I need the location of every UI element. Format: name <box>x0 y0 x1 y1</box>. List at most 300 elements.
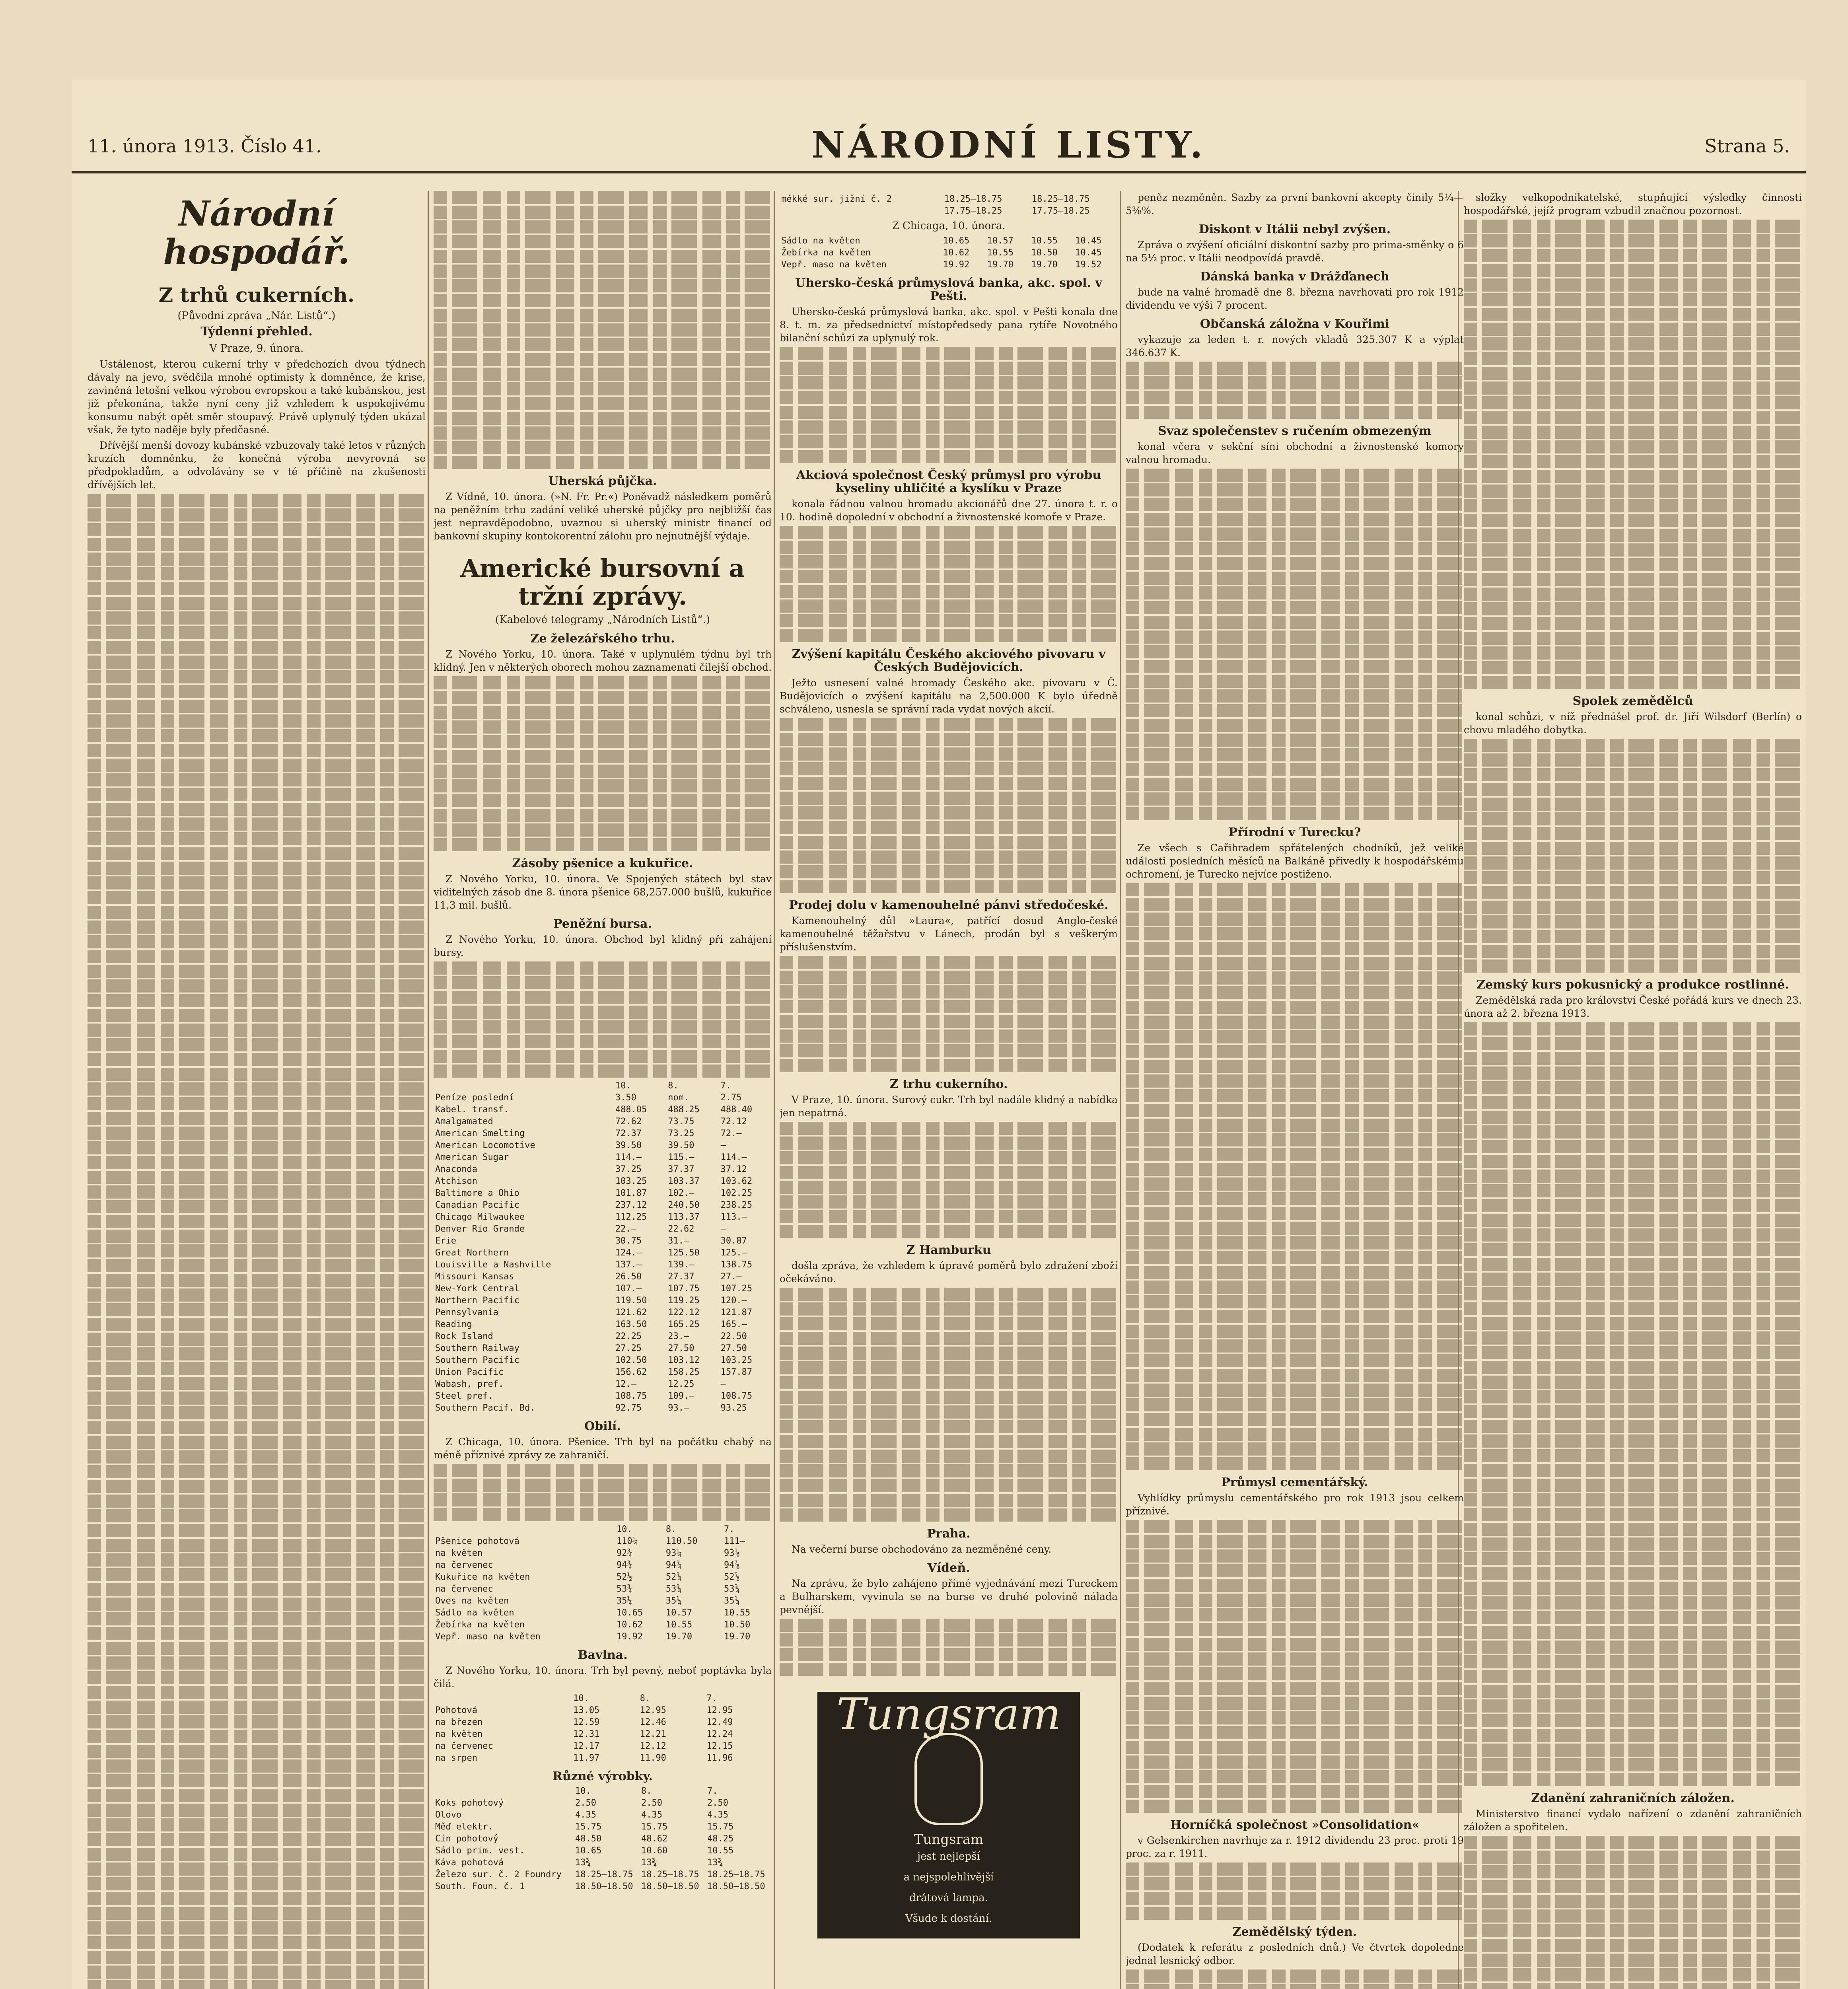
metal-prices-table <box>780 193 1118 217</box>
table-cell: na červenec <box>435 1560 493 1570</box>
table-cell: Denver Rio Grande <box>435 1224 525 1234</box>
page-header <box>72 111 1806 173</box>
table-row <box>434 1740 772 1752</box>
article-paragraph: Ministerstvo financí vydalo nařízení o zdanění zahraničních záložen a spořitelen. <box>1464 1808 1802 1833</box>
table-header-cell: 10. <box>573 1693 589 1703</box>
table-cell: 10.62 <box>943 248 970 258</box>
subsection-title: Ze železářského trhu. <box>530 632 675 646</box>
article-paragraph: došla zpráva, že vzhledem k úpravě poměrů bylo zdražení zboží očekáváno. <box>780 1260 1118 1284</box>
table-cell: 12.24 <box>706 1729 733 1739</box>
table-row <box>434 1631 772 1643</box>
table-cell: na květen <box>435 1548 483 1558</box>
table-cell: 114.— <box>720 1152 747 1162</box>
table-header-cell: 8. <box>668 1081 679 1091</box>
table-cell: 18.50—18.50 <box>707 1882 765 1892</box>
table-cell: 109.— <box>668 1391 694 1401</box>
table-cell: 17.75—18.25 <box>1031 206 1090 216</box>
table-cell: 237.12 <box>615 1200 647 1210</box>
table-cell: 119.25 <box>668 1296 700 1306</box>
table-cell: South. Foun. č. 1 <box>435 1882 525 1892</box>
table-cell: 19.70 <box>987 260 1014 270</box>
table-cell: 10.57 <box>665 1608 693 1618</box>
table-cell: 22.50 <box>720 1331 747 1341</box>
table-cell: Měď elektr. <box>435 1822 493 1832</box>
table-cell: 10.65 <box>575 1846 602 1856</box>
table-cell: 102.25 <box>720 1188 753 1198</box>
table-row <box>780 247 1118 259</box>
table-cell: 121.87 <box>720 1308 753 1318</box>
table-cell: 19.70 <box>665 1632 693 1642</box>
table-cell: 18.25—18.75 <box>944 194 1002 204</box>
ad-line: drátová lampa. <box>909 1892 988 1904</box>
table-cell: 18.25—18.75 <box>641 1870 699 1880</box>
table-row <box>434 1355 772 1366</box>
table-cell: 3.50 <box>615 1093 636 1103</box>
table-cell: 488.40 <box>720 1105 753 1115</box>
table-cell: Amalgamated <box>435 1117 493 1127</box>
table-header-cell: 7. <box>707 1786 718 1796</box>
article-title: Spolek zemědělců <box>1572 694 1693 708</box>
article-title: Prodej dolu v kamenouhelné pánvi středočeské. <box>789 898 1109 912</box>
table-cell: 10.50 <box>724 1620 751 1630</box>
table-cell: American Smelting <box>435 1129 525 1139</box>
table-row <box>434 1247 772 1259</box>
article-title: Zvýšení kapitálu Českého akciového pivovaru v Českých Budějovicích. <box>792 647 1106 674</box>
table-cell: 48.50 <box>575 1834 602 1844</box>
table-cell: 2.50 <box>641 1798 662 1808</box>
table-header-row <box>434 1524 772 1536</box>
table-cell: 93¼ <box>665 1548 682 1558</box>
table-row <box>434 1295 772 1307</box>
column-divider <box>1120 191 1121 1989</box>
table-header-cell: 8. <box>641 1786 652 1796</box>
table-cell: 2.75 <box>720 1093 742 1103</box>
table-cell: Pšenice pohotová <box>435 1536 519 1546</box>
table-row <box>434 1199 772 1211</box>
table-cell: 103.37 <box>668 1176 700 1186</box>
table-cell: 37.12 <box>720 1164 747 1174</box>
table-row <box>434 1583 772 1595</box>
table-cell: 125.50 <box>668 1248 700 1258</box>
table-row <box>434 1881 772 1893</box>
ad-line: a nejspolehlivější <box>903 1871 994 1883</box>
table-cell: 113.— <box>720 1212 747 1222</box>
table-cell: 10.55 <box>1031 236 1058 246</box>
table-cell: 13¾ <box>707 1858 723 1868</box>
table-cell <box>780 205 943 217</box>
table-cell: Žebírka na květen <box>435 1620 525 1630</box>
table-row <box>434 1235 772 1247</box>
newspaper-page <box>72 80 1806 1989</box>
table-cell: Kabel. transf. <box>435 1105 509 1115</box>
table-cell: 12.25 <box>668 1379 694 1389</box>
table-cell: 93.25 <box>720 1403 747 1413</box>
table-cell: 2.50 <box>707 1798 728 1808</box>
article-paragraph: Kamenouhelný důl »Laura«, patřící dosud Anglo-české kamenouhelné těžařstvu v Lánech, prodán byl s veškerým příslušenstvím. <box>780 915 1118 953</box>
table-row <box>434 1559 772 1571</box>
table-header-cell: 7. <box>724 1524 735 1534</box>
article-title: Uherská půjčka. <box>548 474 657 488</box>
table-row <box>434 1307 772 1319</box>
table-cell: — <box>720 1140 726 1150</box>
table-cell: 13¾ <box>641 1858 657 1868</box>
table-cell: 11.96 <box>706 1753 733 1763</box>
table-cell: 122.12 <box>668 1308 700 1318</box>
table-row <box>434 1821 772 1833</box>
table-row <box>434 1752 772 1764</box>
page-number: Strana 5. <box>1704 135 1790 157</box>
table-cell: American Locomotive <box>435 1140 535 1150</box>
table-cell: Železo sur. č. 2 Foundry <box>435 1870 562 1880</box>
table-cell: 72.62 <box>615 1117 642 1127</box>
subsection-title: Peněžní bursa. <box>553 917 652 931</box>
table-cell: 27.50 <box>668 1343 694 1353</box>
article-paragraph: konal včera v sekční síni obchodní a živnostenské komory valnou hromadu. <box>1126 441 1464 465</box>
article-source: (Původní zpráva „Nár. Listů“.) <box>177 310 336 322</box>
table-cell: 18.25—18.75 <box>575 1870 633 1880</box>
masthead: NÁRODNÍ LISTY. <box>811 123 1206 166</box>
article-title: Zdanění zahraničních záložen. <box>1531 1791 1735 1805</box>
article-paragraph: Zpráva o zvýšení oficiální diskontní sazby pro prima-směnky o 6 na 5½ proc. v Itálii neodpovídá pravdě. <box>1126 239 1464 264</box>
table-cell: 10.50 <box>1031 248 1058 258</box>
subsection-title: Bavlna. <box>578 1648 628 1662</box>
article-title: Přírodní v Turecku? <box>1228 825 1361 839</box>
table-cell: 52½ <box>616 1572 632 1582</box>
table-row <box>434 1175 772 1187</box>
table-cell: Northern Pacific <box>435 1296 519 1306</box>
table-cell: 15.75 <box>641 1822 668 1832</box>
table-row <box>434 1116 772 1128</box>
table-row <box>434 1402 772 1414</box>
table-row <box>434 1547 772 1559</box>
table-cell: American Sugar <box>435 1152 509 1162</box>
article-title: Uhersko-česká průmyslová banka, akc. spol. v Pešti. <box>795 276 1102 303</box>
table-row <box>780 193 1118 205</box>
stock-prices-table <box>434 1080 772 1414</box>
table-row <box>434 1104 772 1116</box>
table-cell: Kukuřice na květen <box>435 1572 530 1582</box>
table-row <box>434 1271 772 1283</box>
table-row <box>434 1259 772 1271</box>
table-cell: 107.25 <box>720 1284 753 1294</box>
article-paragraph: vykazuje za leden t. r. nových vkladů 325.307 K a výplat 346.637 K. <box>1126 334 1464 358</box>
article-paragraph: Z Vídně, 10. února. (»N. Fr. Pr.«) Poněvadž následkem poměrů na peněžním trhu zadání veliké uherské půjčky pro nejbližší čas jest nepravděpodobno, uvaznou si uherský ministr financí od bankovní skupiny kontokorentní zálohu pro nejnutnější výdaje. <box>434 491 772 542</box>
table-cell: 111— <box>724 1536 745 1546</box>
article-paragraph: konal schůzi, v níž přednášel prof. dr. Jiří Wilsdorf (Berlín) o chovu mladého dobytka. <box>1464 711 1802 736</box>
table-cell: 48.62 <box>641 1834 668 1844</box>
table-cell: 4.35 <box>707 1810 728 1820</box>
table-cell: 30.75 <box>615 1236 642 1246</box>
table-header-cell: 7. <box>720 1081 731 1091</box>
table-cell: 27.50 <box>720 1343 747 1353</box>
article-title: Dánská banka v Drážďanech <box>1200 270 1389 284</box>
table-cell: 18.25—18.75 <box>707 1870 765 1880</box>
table-cell: Missouri Kansas <box>435 1272 514 1282</box>
table-cell: 10.55 <box>987 248 1014 258</box>
table-cell: 10.57 <box>987 236 1014 246</box>
table-cell: 114.— <box>615 1152 642 1162</box>
table-cell: 27.— <box>720 1272 742 1282</box>
ad-brand-small: Tungsram <box>914 1831 984 1847</box>
table-cell: 19.70 <box>1031 260 1058 270</box>
table-row <box>780 205 1118 217</box>
table-cell: 139.— <box>668 1260 694 1270</box>
table-cell: 93.— <box>668 1403 689 1413</box>
table-row <box>434 1717 772 1728</box>
table-cell: 163.50 <box>615 1320 647 1329</box>
table-cell: Vepř. maso na květen <box>435 1632 541 1642</box>
table-row <box>434 1833 772 1845</box>
table-row <box>780 259 1118 271</box>
table-header-cell: 10. <box>616 1524 632 1534</box>
table-row <box>434 1164 772 1175</box>
issue-date: 11. února 1913. Číslo 41. <box>88 135 322 157</box>
table-row <box>434 1211 772 1223</box>
article-paragraph: Z Nového Yorku, 10. února. Obchod byl klidný při zahájení bursy. <box>434 934 772 958</box>
table-cell: 19.70 <box>724 1632 751 1642</box>
table-cell: 10.62 <box>616 1620 643 1630</box>
table-cell: 12.— <box>615 1379 636 1389</box>
table-cell: 10.55 <box>707 1846 734 1856</box>
table-cell: Southern Pacif. Bd. <box>435 1403 535 1413</box>
grain-prices-table <box>434 1524 772 1643</box>
article-paragraph: (Dodatek k referátu z posledních dnů.) Ve čtvrtek dopoledne jednal lesnický odbor. <box>1126 1942 1464 1966</box>
table-cell: 52¾ <box>665 1572 682 1582</box>
article-title: Praha. <box>927 1527 971 1541</box>
table-cell: 13.05 <box>573 1705 600 1715</box>
table-cell: 2.50 <box>575 1798 596 1808</box>
table-cell: 103.25 <box>720 1355 753 1365</box>
table-row <box>434 1331 772 1343</box>
table-cell: 12.17 <box>573 1741 600 1751</box>
table-row <box>434 1319 772 1331</box>
article-title: Diskont v Itálii nebyl zvýšen. <box>1198 222 1391 236</box>
table-row <box>434 1140 772 1152</box>
table-cell: na červenec <box>435 1584 493 1594</box>
article-dateline: V Praze, 9. února. <box>209 343 304 354</box>
subsection-title: Obilí. <box>584 1419 621 1433</box>
table-cell: 12.46 <box>640 1717 666 1727</box>
table-cell: 23.— <box>668 1331 689 1341</box>
table-cell: 35¼ <box>724 1596 740 1606</box>
column-1 <box>88 191 426 1989</box>
table-cell: Oves na květen <box>435 1596 509 1606</box>
table-cell: 92.75 <box>615 1403 642 1413</box>
table-cell: 12.95 <box>640 1705 666 1715</box>
table-cell: 11.90 <box>640 1753 666 1763</box>
table-cell: Káva pohotová <box>435 1858 504 1868</box>
table-cell: 238.25 <box>720 1200 753 1210</box>
table-cell: 101.87 <box>615 1188 647 1198</box>
table-cell: Canadian Pacific <box>435 1200 519 1210</box>
table-cell: 112.25 <box>615 1212 647 1222</box>
table-cell: 102.50 <box>615 1355 647 1365</box>
table-cell: Pohotová <box>435 1705 477 1715</box>
misc-prices-table <box>434 1785 772 1893</box>
article-paragraph: Z Nového Yorku, 10. února. Ve Spojených státech byl stav viditelných zásob dne 8. února pšenice 68,257.000 bušlů, kukuřice 11,3 mil. bušlů. <box>434 873 772 911</box>
table-cell: 12.12 <box>640 1741 666 1751</box>
table-cell: — <box>720 1224 726 1234</box>
table-cell: 52⅝ <box>724 1572 740 1582</box>
article-paragraph: Ustálenost, kterou cukerní trhy v předchozích dvou týdnech dávaly na jevo, svědčila mnohé optimisty k domněnce, že krise, zaviněná letošní velkou výrobou evropskou a také kubánskou, jest již překonána, takže nyní ceny již vzhledem k uspokojivému konsumu nabýt opět směr stoupavý. Právě uplynulý týden ukázal však, že tyto naděje byly předčasné. <box>88 358 426 436</box>
table-cell: 103.62 <box>720 1176 753 1186</box>
table-cell: Olovo <box>435 1810 462 1820</box>
table-cell: 4.35 <box>641 1810 662 1820</box>
column-4 <box>1126 191 1464 1989</box>
table-cell: Chicago Milwaukee <box>435 1212 525 1222</box>
article-title: Zemědělský týden. <box>1232 1925 1357 1939</box>
article-kicker: Týdenní přehled. <box>200 325 313 339</box>
table-cell: 48.25 <box>707 1834 734 1844</box>
table-cell: 26.50 <box>615 1272 642 1282</box>
table-cell: 27.37 <box>668 1272 694 1282</box>
article-title: Průmysl cementářský. <box>1221 1475 1368 1489</box>
table-cell: 4.35 <box>575 1810 596 1820</box>
table-cell: 488.25 <box>668 1105 700 1115</box>
table-header-cell: 8. <box>665 1524 677 1534</box>
table-cell: 124.— <box>615 1248 642 1258</box>
table-cell: 73.75 <box>668 1117 694 1127</box>
table-row <box>434 1390 772 1402</box>
table-cell: 53¾ <box>616 1584 632 1594</box>
article-title: Z trhu cukerního. <box>889 1077 1008 1091</box>
subsection-title: Různé výrobky. <box>552 1769 653 1783</box>
table-cell: na srpen <box>435 1753 477 1763</box>
table-cell: 37.25 <box>615 1164 642 1174</box>
table-cell: 27.25 <box>615 1343 642 1353</box>
table-header-cell <box>434 1080 614 1092</box>
article-paragraph: Zemědělská rada pro království České pořádá kurs ve dnech 23. února až 2. března 1913. <box>1464 994 1802 1019</box>
table-cell: na březen <box>435 1717 483 1727</box>
article-paragraph: Z Nového Yorku, 10. února. Také v uplynulém týdnu byl trh klidný. Jen v některých oborech mohou zaznamenati čilejší obchod. <box>434 648 772 673</box>
section-title: Národní hospodář. <box>163 194 350 272</box>
table-row <box>434 1857 772 1869</box>
table-row <box>434 1223 772 1235</box>
table-cell: 158.25 <box>668 1367 700 1377</box>
table-row <box>434 1536 772 1547</box>
dateline: Z Chicaga, 10. února. <box>892 220 1006 232</box>
table-row <box>434 1571 772 1583</box>
table-row <box>434 1619 772 1631</box>
table-header-row <box>434 1080 772 1092</box>
table-cell: 12.15 <box>706 1741 733 1751</box>
table-header-cell <box>434 1693 572 1705</box>
table-cell: Žebírka na květen <box>781 248 871 258</box>
table-cell: 72.37 <box>615 1129 642 1139</box>
table-cell: 39.50 <box>615 1140 642 1150</box>
article-paragraph: složky velkopodnikatelské, stupňující výsledky činnosti hospodářské, jejíž program vzbudil značnou pozornost. <box>1464 192 1802 216</box>
article-paragraph: konala řádnou valnou hromadu akcionářů dne 27. února t. r. o 10. hodině dopolední v obchodní a živnostenské komoře v Praze. <box>780 498 1118 523</box>
article-paragraph: Na večerní burse obchodováno za nezměněné ceny. <box>792 1543 1052 1555</box>
table-cell: 10.65 <box>943 236 970 246</box>
table-cell: na červenec <box>435 1741 493 1751</box>
table-cell: 138.75 <box>720 1260 753 1270</box>
table-cell: 31.— <box>668 1236 689 1246</box>
table-cell: 35¼ <box>616 1596 632 1606</box>
table-cell: 115.— <box>668 1152 694 1162</box>
article-source: (Kabelové telegramy „Národních Listů“.) <box>495 614 710 626</box>
table-cell: 94⅞ <box>724 1560 740 1570</box>
table-cell: 18.25—18.75 <box>1031 194 1090 204</box>
table-cell: 10.45 <box>1075 236 1102 246</box>
table-cell: 22.62 <box>668 1224 694 1234</box>
column-5 <box>1464 191 1802 1989</box>
table-cell: 19.92 <box>616 1632 643 1642</box>
table-cell: Steel pref. <box>435 1391 493 1401</box>
table-cell: 18.50—18.50 <box>641 1882 699 1892</box>
table-row <box>434 1187 772 1199</box>
article-title: Svaz společenstev s ručením obmezeným <box>1158 424 1432 438</box>
table-cell: Anaconda <box>435 1164 477 1174</box>
article-title: Americké bursovní a tržní zprávy. <box>460 554 745 611</box>
table-cell: 19.92 <box>943 260 970 270</box>
table-cell: 22.— <box>615 1224 636 1234</box>
article-title: Z Hamburku <box>906 1243 991 1257</box>
table-row <box>434 1728 772 1740</box>
table-cell: 19.52 <box>1075 260 1102 270</box>
table-cell: 15.75 <box>575 1822 602 1832</box>
table-cell: 107.— <box>615 1284 642 1294</box>
table-cell: 103.25 <box>615 1176 647 1186</box>
column-2 <box>434 191 772 1989</box>
table-header-cell: 8. <box>640 1693 651 1703</box>
table-cell: 13¾ <box>575 1858 591 1868</box>
table-cell: 240.50 <box>668 1200 700 1210</box>
table-header-cell: 10. <box>615 1081 631 1091</box>
table-cell: 30.87 <box>720 1236 747 1246</box>
table-cell: 73.25 <box>668 1129 694 1139</box>
ad-line: Všude k dostání. <box>905 1913 992 1925</box>
table-cell: Pennsylvania <box>435 1308 498 1318</box>
cotton-prices-table <box>434 1693 772 1764</box>
table-cell: Erie <box>435 1236 456 1246</box>
article-paragraph: peněz nezměněn. Sazby za první bankovní akcepty činily 5¼—5⅜%. <box>1126 192 1464 216</box>
table-cell: Rock Island <box>435 1331 493 1341</box>
ad-brand: Tungsram <box>836 1689 1061 1740</box>
table-cell: 92¾ <box>616 1548 632 1558</box>
table-row <box>434 1595 772 1607</box>
table-cell: 125.— <box>720 1248 747 1258</box>
table-cell: Vepř. maso na květen <box>781 260 887 270</box>
article-title: Akciová společnost Český průmysl pro výrobu kyseliny uhličité a kyslíku v Praze <box>796 468 1101 495</box>
table-cell: Atchison <box>435 1176 477 1186</box>
table-cell: 165.25 <box>668 1320 700 1329</box>
table-cell: 488.05 <box>615 1105 647 1115</box>
table-cell: 72.12 <box>720 1117 747 1127</box>
table-cell: 10.55 <box>665 1620 693 1630</box>
table-cell: 108.75 <box>720 1391 753 1401</box>
table-cell: Cín pohotový <box>435 1834 498 1844</box>
table-cell: 39.50 <box>668 1140 694 1150</box>
article-paragraph: v Gelsenkirchen navrhuje za r. 1912 dividendu 23 proc. proti 19 proc. za r. 1911. <box>1126 1835 1464 1859</box>
column-3 <box>780 191 1118 1989</box>
column-divider <box>428 191 429 1989</box>
table-cell: Baltimore a Ohio <box>435 1188 519 1198</box>
table-cell: Peníze poslední <box>435 1093 514 1103</box>
table-cell: 15.75 <box>707 1822 734 1832</box>
table-cell: 110.50 <box>665 1536 698 1546</box>
table-row <box>434 1128 772 1140</box>
article-paragraph: Z Chicaga, 10. února. Pšenice. Trh byl na počátku chabý na méně příznivé zprávy ze zahraničí. <box>434 1436 772 1461</box>
table-cell: 157.87 <box>720 1367 753 1377</box>
table-cell: 17.75—18.25 <box>944 206 1002 216</box>
table-cell: Southern Railway <box>435 1343 519 1353</box>
article-paragraph: bude na valné hromadě dne 8. března navrhovati pro rok 1912 dividendu ve výši 7 procent. <box>1126 286 1464 311</box>
table-cell: 12.59 <box>573 1717 600 1727</box>
table-cell: 10.60 <box>641 1846 668 1856</box>
article-paragraph: Z Nového Yorku, 10. února. Trh byl pevný, neboť poptávka byla čilá. <box>434 1665 772 1689</box>
table-cell: na květen <box>435 1729 483 1739</box>
